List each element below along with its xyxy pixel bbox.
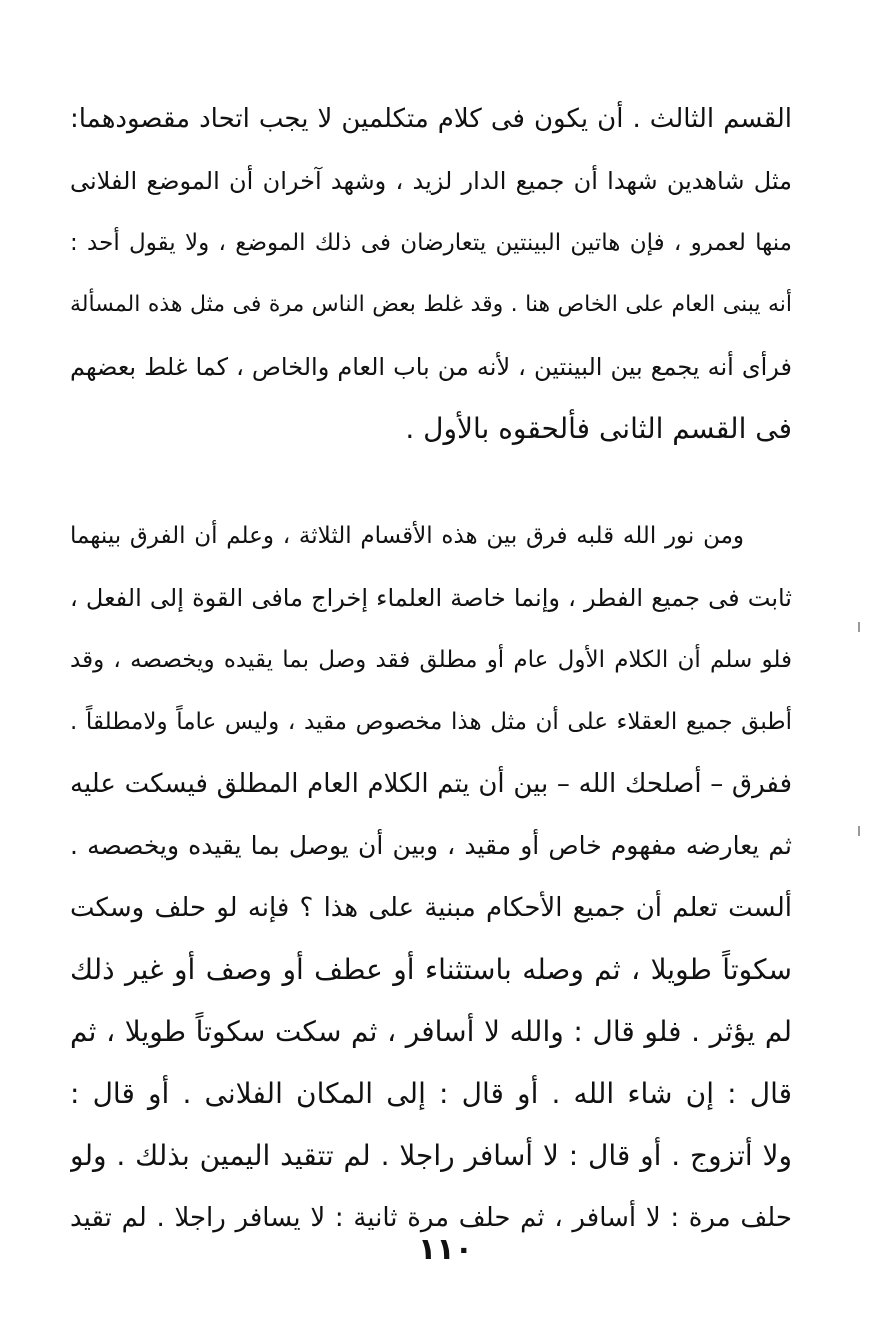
paragraph-2 [70,505,792,1249]
scan-speck [858,622,860,632]
text-line: مثل شاهدين شهدا أن جميع الدار لزيد ، وشهد آخران أن الموضع الفلانى [70,167,792,195]
text-line: أنه يبنى العام على الخاص هنا . وقد غلط بعض الناس مرة فى مثل هذه المسألة [70,292,792,317]
text-line: لم يؤثر . فلو قال : والله لا أسافر ، ثم سكت سكوتاً طويلا ، ثم [70,1015,792,1048]
scan-speck [858,826,860,836]
text-line: القسم الثالث . أن يكون فى كلام متكلمين لا يجب اتحاد مقصودهما: [70,104,792,134]
text-line: حلف مرة : لا أسافر ، ثم حلف مرة ثانية : لا يسافر راجلا . لم تقيد [70,1203,792,1233]
text-line: ألست تعلم أن جميع الأحكام مبنية على هذا ؟ فإنه لو حلف وسكت [70,893,792,923]
text-line: أطبق جميع العقلاء على أن مثل هذا مخصوص مقيد ، وليس عاماً ولامطلقاً . [70,709,792,735]
text-line: ومن نور الله قلبه فرق بين هذه الأقسام الثلاثة ، وعلم أن الفرق بينهما [70,523,744,549]
text-line: ثم يعارضه مفهوم خاص أو مقيد ، وبين أن يوصل بما يقيده ويخصصه . [70,831,792,860]
text-line: ففرق – أصلحك الله – بين أن يتم الكلام العام المطلق فيسكت عليه [70,769,792,799]
text-line: فى القسم الثانى فألحقوه بالأول . [405,412,792,445]
text-line: سكوتاً طويلا ، ثم وصله باستثناء أو عطف أو وصف أو غير ذلك [70,953,792,986]
text-line: منها لعمرو ، فإن هاتين البينتين يتعارضان فى ذلك الموضع ، ولا يقول أحد : [70,230,792,256]
paragraph-1 [70,88,792,460]
text-line: ولا أتزوج . أو قال : لا أسافر راجلا . لم تتقيد اليمين بذلك . ولو [70,1139,792,1172]
text-line: قال : إن شاء الله . أو قال : إلى المكان الفلانى . أو قال : [70,1077,792,1110]
text-line: ثابت فى جميع الفطر ، وإنما خاصة العلماء إخراج مافى القوة إلى الفعل ، [70,584,792,612]
page-number: ١١٠ [418,1232,473,1267]
text-line: فرأى أنه يجمع بين البينتين ، لأنه من باب العام والخاص ، كما غلط بعضهم [70,353,792,381]
text-line: فلو سلم أن الكلام الأول عام أو مطلق فقد وصل بما يقيده ويخصصه ، وقد [70,647,792,673]
